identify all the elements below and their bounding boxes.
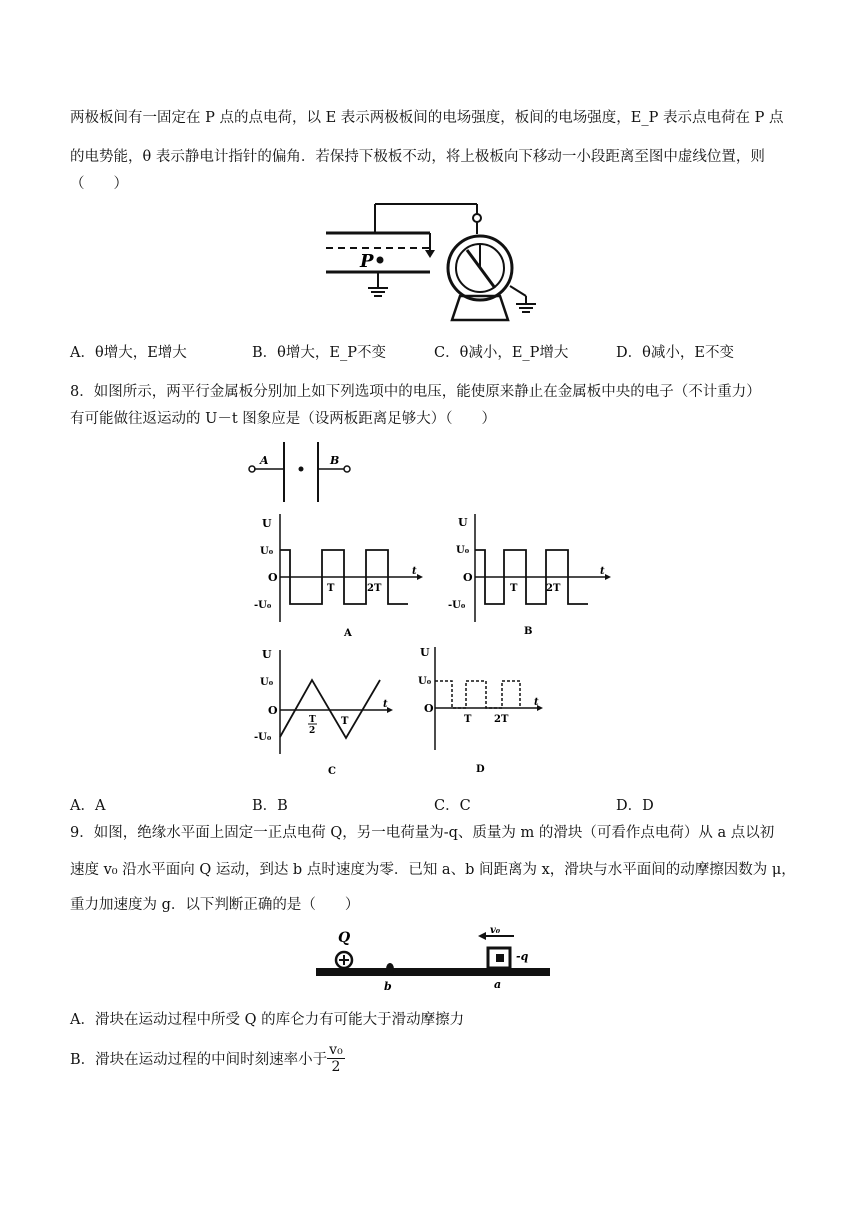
q9-option-a[interactable]: A．滑块在运动过程中所受 Q 的库仑力有可能大于滑动摩擦力 — [70, 1012, 465, 1028]
graph-c-t-tick: T — [341, 716, 349, 727]
point-a-label: a — [494, 978, 502, 991]
graph-d-2t-tick: 2T — [494, 714, 509, 725]
graph-d-t-axis: t — [534, 697, 539, 708]
q9-option-b-text: B．滑块在运动过程的中间时刻速率小于 — [70, 1052, 328, 1068]
graph-c-neg-u0-label: -U₀ — [254, 732, 272, 743]
point-b-label: b — [384, 980, 392, 993]
graph-c-u0-label: U₀ — [260, 677, 274, 688]
graph-a-u0-label: U₀ — [260, 546, 274, 557]
graph-d-u0-label: U₀ — [418, 676, 432, 687]
q8-option-d[interactable]: D．D — [616, 798, 654, 814]
graph-c-u-label: U — [262, 648, 272, 661]
slider-figure — [310, 922, 560, 994]
graph-b-neg-u0-label: -U₀ — [448, 600, 466, 611]
graph-a-caption: A — [344, 628, 352, 639]
graph-a-u-label: U — [262, 517, 272, 530]
q8-option-a[interactable]: A．A — [70, 798, 106, 814]
graph-b-t-tick: T — [510, 583, 518, 594]
graph-c-half-t-num: T — [309, 715, 316, 725]
q9-line-3: 重力加速度为 g．以下判断正确的是（ ） — [70, 897, 360, 913]
capacitor-electrometer-figure — [320, 196, 550, 326]
graph-b-t-axis: t — [600, 566, 605, 577]
v0-over-2-fraction — [327, 1042, 345, 1075]
velocity-v0-label: v₀ — [490, 925, 501, 936]
graph-a-t-axis: t — [412, 566, 417, 577]
graph-b-caption: B — [524, 626, 533, 637]
ut-graphs-figure — [240, 432, 620, 782]
graph-c-caption: C — [328, 766, 336, 777]
graph-c-half-t-den: 2 — [309, 726, 316, 736]
graph-d-u-label: U — [420, 646, 430, 659]
q9-line-2: 速度 v₀ 沿水平面向 Q 运动，到达 b 点时速度为零．已知 a、b 间距离为 x，滑块与水平面间的动摩擦因数为 μ， — [70, 862, 796, 878]
q8-option-c[interactable]: C．C — [434, 798, 471, 814]
plate-b-label: B — [330, 454, 340, 467]
parallel-plates — [249, 442, 350, 502]
graph-b — [448, 514, 611, 637]
graph-d — [418, 646, 543, 775]
q8-line-2: 有可能做往返运动的 U－t 图象应是（设两板距离足够大）（ ） — [70, 411, 497, 427]
graph-a-2t-tick: 2T — [367, 583, 382, 594]
q7-option-b[interactable]: B．θ增大，E_P不变 — [252, 345, 386, 361]
graph-c-origin-label: O — [268, 704, 278, 717]
q7-option-c[interactable]: C．θ减小，E_P增大 — [434, 345, 569, 361]
q8-option-b[interactable]: B．B — [252, 798, 288, 814]
graph-c — [254, 648, 393, 777]
plate-a-label: A — [260, 454, 269, 467]
q9-line-1: 9．如图，绝缘水平面上固定一正点电荷 Q，另一电荷量为-q、质量为 m 的滑块（可看作点电荷）从 a 点以初 — [70, 825, 775, 841]
q7-option-d[interactable]: D．θ减小，E不变 — [616, 345, 734, 361]
q7-option-a[interactable]: A．θ增大，E增大 — [70, 345, 187, 361]
q7-line-3: （ ） — [70, 176, 128, 192]
graph-a-neg-u0-label: -U₀ — [254, 600, 272, 611]
graph-b-2t-tick: 2T — [546, 583, 561, 594]
q7-line-2: 的电势能，θ 表示静电计指针的偏角．若保持下极板不动，将上极板向下移动一小段距离至图中虚线位置，则 — [70, 149, 765, 165]
graph-a — [254, 514, 423, 639]
graph-a-origin-label: O — [268, 571, 278, 584]
graph-b-u0-label: U₀ — [456, 545, 470, 556]
graph-d-caption: D — [476, 764, 485, 775]
q9-option-b[interactable] — [70, 1042, 345, 1075]
fraction-numerator: v₀ — [329, 1042, 343, 1058]
charge-q-label: Q — [338, 930, 351, 946]
q8-line-1: 8．如图所示，两平行金属板分别加上如下列选项中的电压，能使原来静止在金属板中央的电子（不计重力） — [70, 384, 761, 400]
slider-charge-label: -q — [516, 950, 529, 963]
graph-c-t-axis: t — [383, 699, 388, 710]
graph-d-origin-label: O — [424, 702, 434, 715]
point-p-label: P — [360, 251, 374, 272]
fraction-denominator: 2 — [331, 1059, 341, 1075]
graph-b-origin-label: O — [463, 571, 473, 584]
graph-d-t-tick: T — [464, 714, 472, 725]
q7-line-1: 两极板间有一固定在 P 点的点电荷，以 E 表示两极板间的电场强度，板间的电场强度，E_P 表示点电荷在 P 点 — [70, 110, 784, 126]
graph-b-u-label: U — [458, 516, 468, 529]
graph-a-t-tick: T — [327, 583, 335, 594]
